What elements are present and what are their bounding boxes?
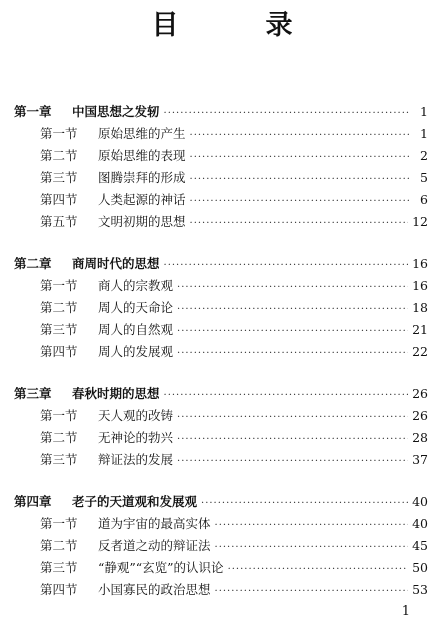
- section-entry[interactable]: [14, 579, 428, 601]
- section-title: 周人的天命论: [98, 300, 174, 315]
- leader-dots: [190, 213, 409, 235]
- leader-dots: [177, 299, 408, 321]
- leader-dots: [215, 537, 409, 559]
- chapter-page: 1: [420, 104, 428, 119]
- section-entry[interactable]: [14, 341, 428, 363]
- chapter-entry[interactable]: [14, 383, 428, 405]
- section-entry[interactable]: [14, 557, 428, 579]
- leader-dots: [177, 429, 408, 451]
- section-number: 第二节: [40, 538, 78, 553]
- leader-dots: [215, 581, 409, 603]
- chapter-page: 26: [412, 386, 428, 401]
- chapter-group: [14, 101, 428, 233]
- chapter-group: [14, 491, 428, 601]
- section-page: 12: [412, 214, 428, 229]
- section-title: “静观”“玄览”的认识论: [98, 560, 224, 575]
- chapter-number: 第二章: [14, 256, 52, 271]
- page-title: 目 录: [151, 10, 323, 41]
- chapter-group: [14, 253, 428, 363]
- section-number: 第二节: [40, 430, 78, 445]
- section-number: 第四节: [40, 582, 78, 597]
- leader-dots: [190, 125, 410, 147]
- chapter-number: 第三章: [14, 386, 52, 401]
- section-page: 1: [420, 126, 428, 141]
- section-entry[interactable]: [14, 405, 428, 427]
- section-page: 37: [412, 452, 428, 467]
- leader-dots: [190, 169, 410, 191]
- section-page: 16: [412, 278, 428, 293]
- section-title: 反者道之动的辩证法: [98, 538, 211, 553]
- section-title: 周人的发展观: [98, 344, 174, 359]
- section-entry[interactable]: [14, 513, 428, 535]
- section-page: 5: [420, 170, 428, 185]
- section-entry[interactable]: [14, 189, 428, 211]
- section-page: 50: [412, 560, 428, 575]
- chapter-number: 第四章: [14, 494, 52, 509]
- section-page: 28: [412, 430, 428, 445]
- section-number: 第三节: [40, 560, 78, 575]
- section-title: 图腾崇拜的形成: [98, 170, 186, 185]
- section-number: 第二节: [40, 148, 78, 163]
- leader-dots: [177, 321, 408, 343]
- leader-dots: [177, 343, 408, 365]
- section-number: 第一节: [40, 516, 78, 531]
- section-entry[interactable]: [14, 427, 428, 449]
- section-page: 2: [420, 148, 428, 163]
- section-entry[interactable]: [14, 167, 428, 189]
- leader-dots: [201, 493, 408, 515]
- leader-dots: [177, 407, 408, 429]
- leader-dots: [164, 103, 410, 125]
- section-number: 第四节: [40, 192, 78, 207]
- leader-dots: [164, 385, 409, 407]
- section-entry[interactable]: [14, 145, 428, 167]
- section-number: 第一节: [40, 126, 78, 141]
- section-number: 第二节: [40, 300, 78, 315]
- section-title: 文明初期的思想: [98, 214, 186, 229]
- section-entry[interactable]: [14, 123, 428, 145]
- leader-dots: [177, 277, 408, 299]
- section-title: 无神论的勃兴: [98, 430, 174, 445]
- section-number: 第三节: [40, 452, 78, 467]
- leader-dots: [190, 191, 410, 213]
- section-title: 道为宇宙的最高实体: [98, 516, 211, 531]
- section-page: 45: [412, 538, 428, 553]
- section-title: 人类起源的神话: [98, 192, 186, 207]
- table-of-contents: [14, 101, 428, 621]
- leader-dots: [190, 147, 410, 169]
- section-page: 21: [412, 322, 428, 337]
- section-entry[interactable]: [14, 297, 428, 319]
- chapter-title: 商周时代的思想: [72, 256, 160, 271]
- section-title: 原始思维的表现: [98, 148, 186, 163]
- chapter-entry[interactable]: [14, 253, 428, 275]
- chapter-entry[interactable]: [14, 491, 428, 513]
- leader-dots: [228, 559, 409, 581]
- section-entry[interactable]: [14, 275, 428, 297]
- chapter-page: 16: [412, 256, 428, 271]
- section-entry[interactable]: [14, 535, 428, 557]
- section-page: 18: [412, 300, 428, 315]
- section-entry[interactable]: [14, 211, 428, 233]
- section-title: 辩证法的发展: [98, 452, 174, 467]
- chapter-group: [14, 383, 428, 471]
- section-number: 第一节: [40, 408, 78, 423]
- section-page: 6: [420, 192, 428, 207]
- leader-dots: [164, 255, 409, 277]
- chapter-number: 第一章: [14, 104, 52, 119]
- section-title: 原始思维的产生: [98, 126, 186, 141]
- section-title: 周人的自然观: [98, 322, 174, 337]
- section-page: 22: [412, 344, 428, 359]
- section-number: 第五节: [40, 214, 78, 229]
- section-number: 第一节: [40, 278, 78, 293]
- page-number: 1: [401, 604, 410, 619]
- section-entry[interactable]: [14, 319, 428, 341]
- section-page: 26: [412, 408, 428, 423]
- chapter-title: 老子的天道观和发展观: [72, 494, 198, 509]
- chapter-page: 40: [412, 494, 428, 509]
- section-title: 商人的宗教观: [98, 278, 174, 293]
- leader-dots: [177, 451, 408, 473]
- section-number: 第三节: [40, 170, 78, 185]
- leader-dots: [215, 515, 409, 537]
- section-page: 53: [412, 582, 428, 597]
- chapter-title: 中国思想之发轫: [72, 104, 160, 119]
- section-number: 第三节: [40, 322, 78, 337]
- section-title: 小国寡民的政治思想: [98, 582, 211, 597]
- section-title: 天人观的改铸: [98, 408, 174, 423]
- section-page: 40: [412, 516, 428, 531]
- chapter-title: 春秋时期的思想: [72, 386, 160, 401]
- section-entry[interactable]: [14, 449, 428, 471]
- chapter-entry[interactable]: [14, 101, 428, 123]
- section-number: 第四节: [40, 344, 78, 359]
